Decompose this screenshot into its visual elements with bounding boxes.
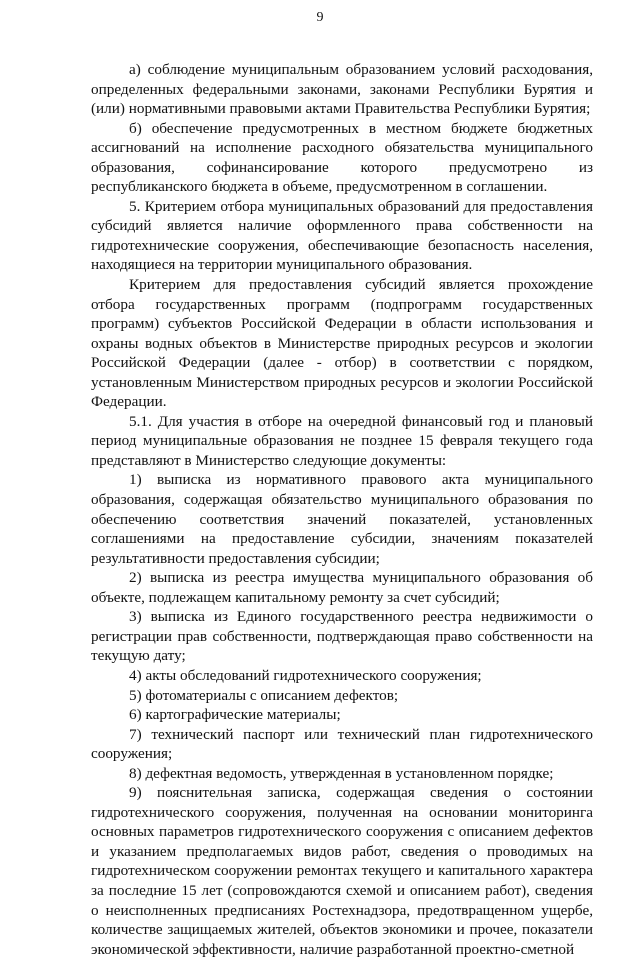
page-number: 9 (316, 10, 324, 25)
document-body (91, 60, 593, 959)
paragraph-condition-a: а) соблюдение муниципальным образованием условий расходования, определенных федеральными законами, законами Республики Бурятия и (или) нормативными правовыми актами Правительства Республики Бурятия; (91, 61, 593, 118)
list-item-5: 5) фотоматериалы с описанием дефектов; (129, 686, 399, 704)
list-item-6: 6) картографические материалы; (129, 706, 341, 724)
list-item-2: 2) выписка из реестра имущества муниципального образования об объекте, подлежащем капитальному ремонту за счет субсидий; (91, 569, 593, 606)
list-item-3: 3) выписка из Единого государственного реестра недвижимости о регистрации прав собственности, подтверждающая право собственности на текущую дату; (91, 608, 593, 665)
paragraph-program-selection: Критерием для предоставления субсидий является прохождение отбора государственных программ (подпрограмм государственных программ) субъектов Российской Федерации в области использования и охраны водных объектов в Министерстве природных ресурсов и экологии Российской Федерации (далее - отбор) в соответствии с порядком, установленным Министерством природных ресурсов и экологии Российской Федерации. (91, 276, 593, 411)
list-item-4: 4) акты обследований гидротехнического сооружения; (129, 666, 482, 684)
list-item-7: 7) технический паспорт или технический план гидротехнического сооружения; (91, 725, 593, 763)
list-item-8: 8) дефектная ведомость, утвержденная в установленном порядке; (129, 764, 554, 782)
list-item-9: 9) пояснительная записка, содержащая сведения о состоянии гидротехнического сооружения, полученная на основании мониторинга основных параметров гидротехнического сооружения с описанием дефектов и указанием предполагаемых видов работ, сведения о проводимых на гидротехническом сооружении ремонтах текущего и капитального характера за последние 15 лет (сопровождаются схемой и описанием работ), сведения о неисполненных предписаниях Ростехнадзора, предотвращенном ущербе, количестве защищаемых жителей, объектов экономики и прочее, показатели экономической эффективности, наличие разработанной проектно-сметной (91, 784, 593, 958)
paragraph-5-1-documents-intro: 5.1. Для участия в отборе на очередной финансовый год и плановый период муниципальные образования не позднее 15 февраля текущего года представляют в Министерство следующие документы: (91, 412, 593, 469)
paragraph-condition-b: б) обеспечение предусмотренных в местном бюджете бюджетных ассигнований на исполнение расходного обязательства муниципального образования, софинансирование которого предусмотрено из республиканского бюджета в объеме, предусмотренном в соглашении. (91, 119, 593, 196)
list-item-1: 1) выписка из нормативного правового акта муниципального образования, содержащая обязательство муниципального образования по обеспечению соответствия значений показателей, установленных соглашениями на предоставление субсидии, значениям показателей результативности предоставления субсидии; (91, 471, 593, 567)
paragraph-selection-criterion: 5. Критерием отбора муниципальных образований для предоставления субсидий является наличие оформленного права собственности на гидротехнические сооружения, обеспечивающие безопасность населения, находящиеся на территории муниципального образования. (91, 197, 593, 274)
